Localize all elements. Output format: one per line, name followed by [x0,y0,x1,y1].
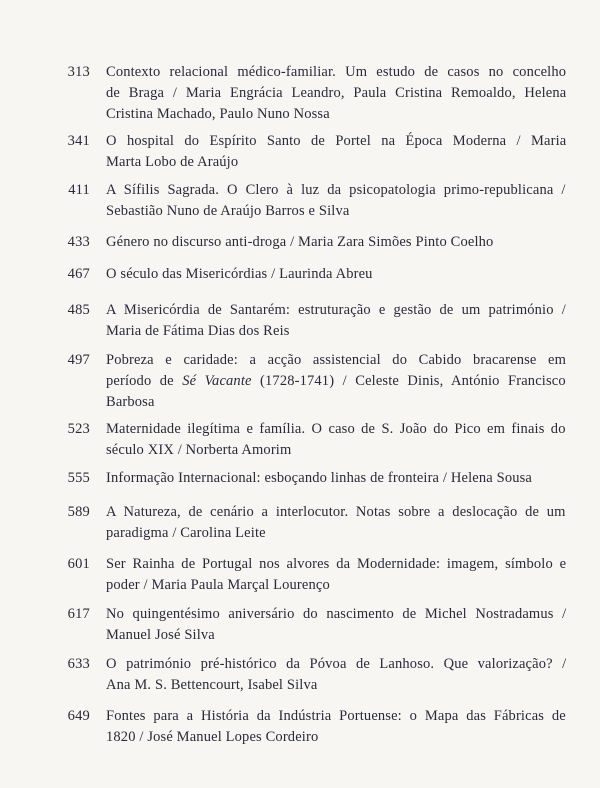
entry-line: Informação Internacional: esboçando linhas de fronteira / Helena Sousa [106,470,533,486]
entry-line: A Natureza, de cenário a interlocutor. Notas sobre a deslocação de um [106,504,566,520]
entry-title [106,706,566,748]
page-number: 555 [67,470,90,486]
entry-line: Cristina Machado, Paulo Nuno Nossa [106,106,330,122]
entry-line: Ana M. S. Bettencourt, Isabel Silva [106,677,318,693]
page-number: 433 [67,234,90,250]
entry-line: A Sífilis Sagrada. O Clero à luz da psicopatologia primo-republicana / [106,182,566,198]
page-number: 411 [68,182,90,198]
entry-line: O património pré-histórico da Póvoa de Lanhoso. Que valorização? / [106,656,567,672]
entry-line-text: período de [106,373,183,389]
entry-title [106,62,566,125]
page-number: 617 [67,606,90,622]
entry-line: Manuel José Silva [106,627,215,643]
entry-title [106,468,566,489]
entry-line [106,371,566,392]
entry-title [106,419,566,461]
entry-line: No quingentésimo aniversário do nascimento de Michel Nostradamus / [106,606,567,622]
entry-line-text: (1728-1741) / Celeste Dinis, António Francisco [251,373,566,389]
entry-line: de Braga / Maria Engrácia Leandro, Paula Cristina Remoaldo, Helena [106,85,567,101]
entry-title [106,180,566,222]
italic-title: Sé Vacante [182,373,252,389]
page-number: 589 [67,504,90,520]
entry-title [106,502,566,544]
page-number: 313 [67,64,90,80]
entry-line: Fontes para a História da Indústria Portuense: o Mapa das Fábricas de [106,708,566,724]
entry-line: Sebastião Nuno de Araújo Barros e Silva [106,203,350,219]
entry-title [106,554,566,596]
entry-line: Marta Lobo de Araújo [106,154,239,170]
entry-title [106,264,566,285]
page-number: 497 [67,352,90,368]
entry-line: 1820 / José Manuel Lopes Cordeiro [106,729,319,745]
page-number: 649 [67,708,90,724]
entry-line: poder / Maria Paula Marçal Lourenço [106,577,330,593]
page-number: 485 [67,302,90,318]
entry-line: Pobreza e caridade: a acção assistencial do Cabido bracarense em [106,352,567,368]
entry-line: Barbosa [106,394,155,410]
entry-line: paradigma / Carolina Leite [106,525,266,541]
entry-title [106,350,566,413]
entry-line: Maria de Fátima Dias dos Reis [106,323,290,339]
entry-title [106,300,566,342]
entry-title [106,131,566,173]
entry-title [106,604,566,646]
entry-line: Ser Rainha de Portugal nos alvores da Modernidade: imagem, símbolo e [106,556,567,572]
entry-line: O século das Misericórdias / Laurinda Abreu [106,266,373,282]
page-number: 633 [67,656,90,672]
entry-line: O hospital do Espírito Santo de Portel na Época Moderna / Maria [106,133,567,149]
entry-line: A Misericórdia de Santarém: estruturação e gestão de um património / [106,302,566,318]
page-number: 467 [67,266,90,282]
page-number: 601 [67,556,90,572]
entry-title [106,654,566,696]
page-number: 523 [67,421,90,437]
entry-line: Maternidade ilegítima e família. O caso de S. João do Pico em finais do [106,421,566,437]
entry-title [106,232,566,253]
page-number: 341 [67,133,90,149]
entry-line: Contexto relacional médico-familiar. Um estudo de casos no concelho [106,64,567,80]
entry-line: século XIX / Norberta Amorim [106,442,292,458]
entry-line: Género no discurso anti-droga / Maria Zara Simões Pinto Coelho [106,234,494,250]
